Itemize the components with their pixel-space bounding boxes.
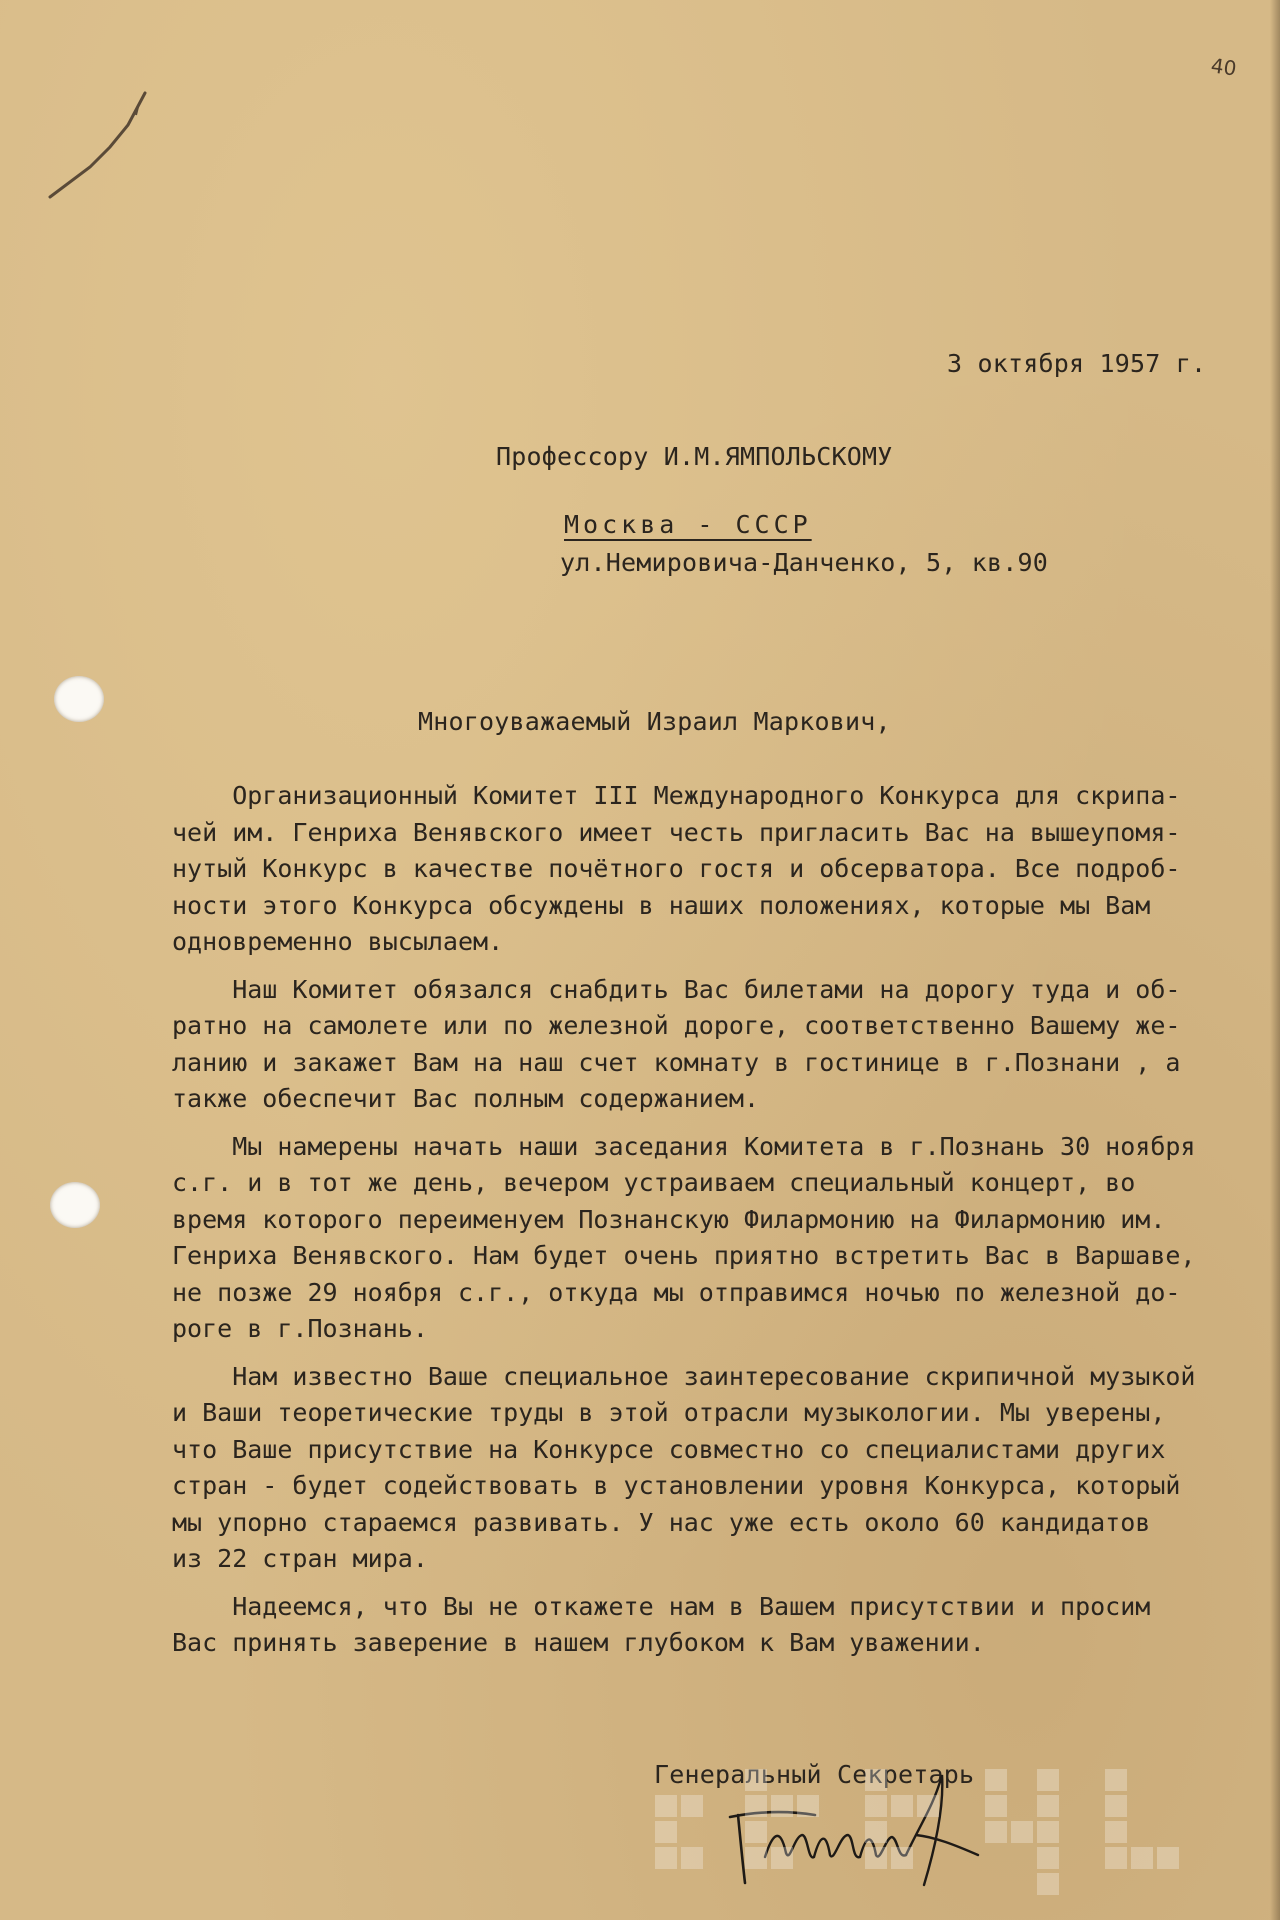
body-line: Мы намерены начать наши заседания Комитета в г.Познань 30 ноября — [172, 1131, 1196, 1161]
paragraph-4 — [172, 1359, 1252, 1578]
punch-hole-lower — [50, 1182, 100, 1228]
recipient-name: Профессору И.М.ЯМПОЛЬСКОМУ — [496, 442, 893, 471]
signature-title: Генеральный Секретарь — [654, 1760, 975, 1789]
recipient-city: Москва - СССР — [564, 510, 812, 539]
body-line: время которого переименуем Познанскую Филармонию на Филармонию им. — [172, 1204, 1166, 1234]
paragraph-2 — [172, 972, 1252, 1118]
body-line: и Ваши теоретические труды в этой отрасли музыкологии. Мы уверены, — [172, 1398, 1166, 1427]
body-line: с.г. и в тот же день, вечером устраиваем специальный концерт, во — [172, 1168, 1136, 1197]
recipient-address: ул.Немировича-Данченко, 5, кв.90 — [560, 548, 1049, 577]
body-line: нутый Конкурс в качестве почётного гостя и обсерватора. Все подроб- — [172, 854, 1181, 883]
paragraph-1 — [172, 778, 1252, 961]
body-line: также обеспечит Вас полным содержанием. — [172, 1084, 759, 1113]
body-line: Вас принять заверение в нашем глубоком к Вам уважении. — [172, 1628, 985, 1657]
body-line: Организационный Комитет III Международного Конкурса для скрипа- — [172, 781, 1181, 810]
body-line: ности этого Конкурса обсуждены в наших положениях, которые мы Вам — [172, 890, 1151, 920]
body-line: Надеемся, что Вы не откажете нам в Вашем присутствии и просим — [172, 1591, 1151, 1621]
body-line: из 22 стран мира. — [172, 1544, 428, 1573]
body-line: чей им. Генриха Венявского имеет честь пригласить Вас на вышеупомя- — [172, 817, 1181, 847]
body-line: Нам известно Ваше специальное заинтересование скрипичной музыкой — [172, 1361, 1196, 1391]
body-line: стран - будет содействовать в установлении уровня Конкурса, который — [172, 1471, 1181, 1500]
body-line: Генриха Венявского. Нам будет очень приятно встретить Вас в Варшаве, — [172, 1241, 1196, 1270]
body-line: ланию и закажет Вам на наш счет комнату в гостинице в г.Познани , а — [172, 1047, 1181, 1077]
letter-body — [172, 778, 1252, 1673]
body-line: мы упорно стараемся развивать. У нас уже есть около 60 кандидатов — [172, 1507, 1151, 1537]
body-line: ратно на самолете или по железной дороге, соответственно Вашему же- — [172, 1011, 1181, 1040]
body-line: роге в г.Познань. — [172, 1314, 428, 1343]
body-line: одновременно высылаем. — [172, 927, 504, 956]
letter-date: 3 октября 1957 г. — [947, 349, 1207, 378]
body-line: Наш Комитет обязался снабдить Вас билетами на дорогу туда и об- — [172, 974, 1181, 1004]
archive-watermark — [655, 1755, 1215, 1905]
paragraph-5 — [172, 1589, 1252, 1662]
salutation: Многоуважаемый Израил Маркович, — [418, 707, 891, 736]
body-line: не позже 29 ноября с.г., откуда мы отправимся ночью по железной до- — [172, 1277, 1181, 1307]
paper-edge-shadow — [1270, 0, 1280, 1920]
archive-page-number: 40 — [1209, 53, 1238, 81]
punch-hole-upper — [54, 676, 104, 722]
paper-scratch-mark — [40, 85, 160, 205]
paragraph-3 — [172, 1129, 1252, 1348]
body-line: что Ваше присутствие на Конкурсе совместно со специалистами других — [172, 1434, 1166, 1464]
